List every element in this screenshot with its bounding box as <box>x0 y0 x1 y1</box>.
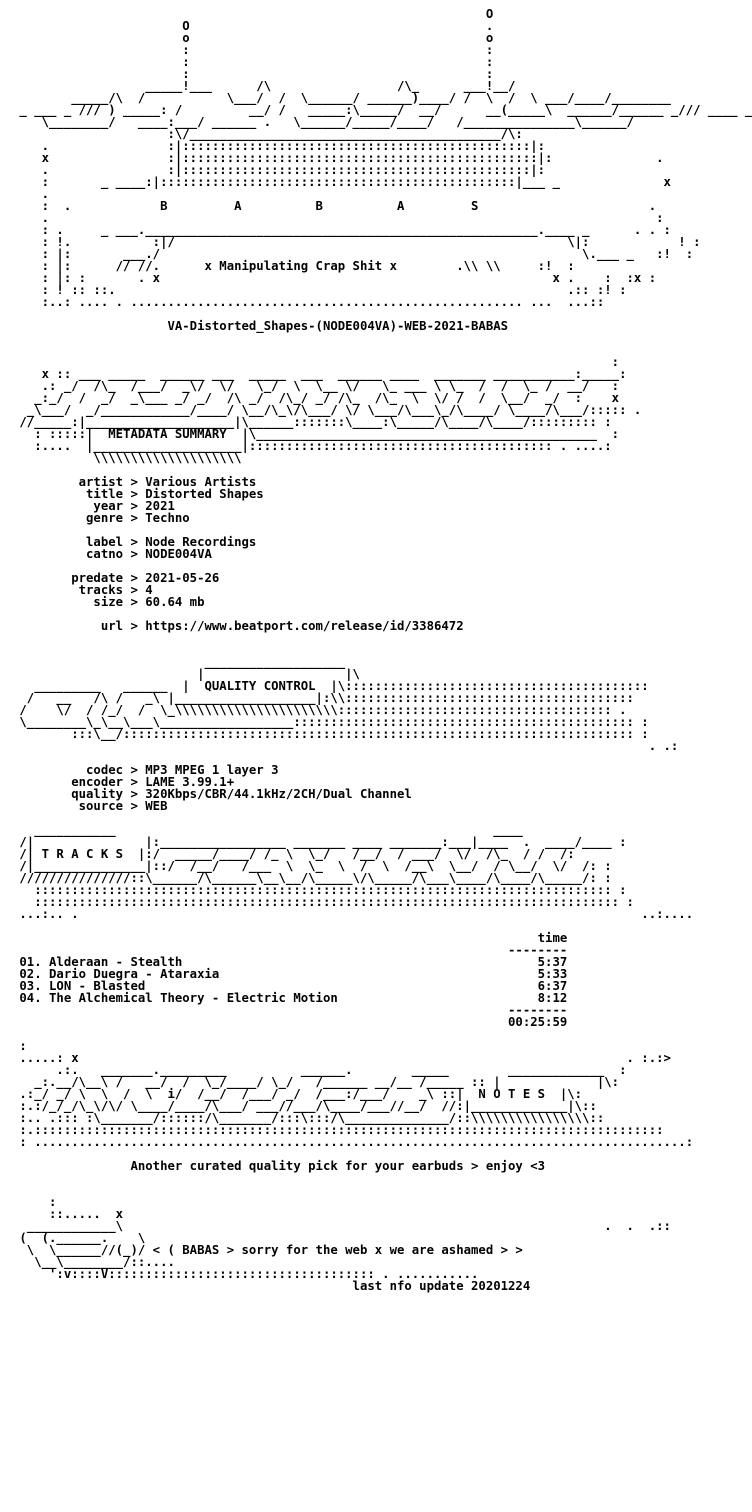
metadata-header-art: : x :: ___ _____ ______ ___ _____ ___ ______ ____ _______ ___________:_____: .: _/ /\_ /___/ _\/ \/ \_/ \ \__ \/ \_ ___ \ \_ / / \_ / __/ : _:_/ / _/ _\___ _/ _/ /\ _/ /\_/ _/ /\_ /\_ \ \/ / / \__/ _/ : x _\___/ _/____________/____/ \__/\_\/\___/ \/ \___/\___\_/\____/ \____/\___/::::: . //_____:|____________________|\______:::::::\____:\_____/\____/\____/::::::::: : : :::::| METADATA SUMMARY |\______________________________________________ : :.... |____________________|::::::::::::::::::::::::::::::::::::::::: . ....: \\\\\\\\\\\\\\\\\\\\ <box>19 355 642 465</box>
banner-ascii-art: O O . o o : : : : : : _____!___ /\ /\_ ___!__/ _____/\ / \___/ / \______/ ______)____/ / \ / \ ___/____/________ _ ___ _ /// ) _____: / __/ / _____:\_____/ __/ __(_____\ ______/______ _/// ____ _ \________/ ____:___/ ______ . \______/_____/____/ /_______________\______/ :\/__________________________________________/\: . :|:::::::::::::::::::::::::::::::::::::::::::::::|: x :|::::::::::::::::::::::::::::::::::::::::::::::::|: . . :|:::::::::::::::::::::::::::::::::::::::::::::::|: : _ ____:|::::::::::::::::::::::::::::::::::::::::::::::::|___ _ x . : . B A B A S . . : : . _ ___._____________________________________________________.____ _ . . : : !. :|/ \|: ! : : |: ___./ \.___ _ :! : : |: // //. x Manipulating Crap Shit x .\\ \\ :! : : |: : . x x . : :x : : ! :: ::. .:: :! : :..: .... . ..................................................... ... ...:: <box>19 7 752 309</box>
footer-art: : ::..... x ____________\ . . .:: ( (.______. \ \ \______//(_)/ < ( BABAS > sorry for the web x we are ashamed > > \__\________/::.... ':v::::V:::::::::::::::::::::::::::::::::::: . ........... <box>19 1195 671 1281</box>
quality-header-art: ___________________ | |\ _________ ______ | QUALITY CONTROL |\::::::::::::::::::::::::::::::::::::::::: / __ /\ / _\ |___________________|:\\::::::::::::::::::::::::::::::::::::::: / \/ / /_/ / \_\\\\\\\\\\\\\\\\\\\\\\::::::::::::::::::::::::::::::::::::: . \________\_\__\___\__________________:::::::::::::::::::::::::::::::::::::::::::::: : :::\__/::::::::::::::::::::::::::::::::::::::::::::::::::::::::::::::::::::: : . .: <box>19 655 679 753</box>
metadata-fields: artist > Various Artists title > Distorted Shapes year > 2021 genre > Techno label > Node Recordings catno > NODE004VA predate > 2021-05-26 tracks > 4 size > 60.64 mb url > https://www.beatport.com/release/id/3386472 <box>71 475 464 633</box>
notes-header-art: : .....: x . :.:> .:. _______._________ ______. _____ _____________ : _:.__/\__\ / __/ / \_/____/ \_/ /______ __/__ /_____ :: | |\: .:_/ _/ \ \ / \ i/ /__/ /___/ _/ /___:/___/ _\ ::| N O T E S |\: :.:/_/_/\_\/\/ \____/____/\___/ ___//___/\____/___//__/ //:|_____________|\:: :.. .::: :\_______/::::::/\_______/:::\:::/\______________/::\\\\\\\\\\\\\\\\:: :.::::::::::::::::::::::::::::::::::::::::::::::::::::::::::::::::::::::::::::::::::::: : ........................................................................................: <box>19 1039 694 1149</box>
tracks-header-art: ___________ ____ /| |:_________________ _______ ____ _______:___|____ . ____/____ : /| T R A C K S |:/ _____/____/ /_ \ \_/ /__/ / ___/ \/ /\_ / / /: /|_______________|::/ /__/ /___ \ \_ \ / \ /__\ \__/ / \__/ \/ /: : ///////////////::\______/\______\__\__/\_____\/\_____/\___\____/\____/\_____/: : :::::::::::::::::::::::::::::::::::::::::::::::::::::::::::::::::::::::::::::: : ::::::::::::::::::::::::::::::::::::::::::::::::::::::::::::::::::::::::::::::: : ...:.. . ..:.... <box>19 823 694 921</box>
quality-fields: codec > MP3 MPEG 1 layer 3 encoder > LAME 3.99.1+ quality > 320Kbps/CBR/44.1kHz/2CH/Dual Channel source > WEB <box>71 763 412 813</box>
nfo-document <box>12 8 752 1292</box>
notes-text: Another curated quality pick for your earbuds > enjoy <3 <box>12 1159 546 1173</box>
release-title: VA-Distorted_Shapes-(NODE004VA)-WEB-2021-BABAS <box>12 319 509 333</box>
track-list: time -------- 01. Alderaan - Stealth 5:37 02. Dario Duegra - Ataraxia 5:33 03. LON - Blasted 6:37 04. The Alchemical Theory - Electric Motion 8:12 -------- 00:25:59 <box>19 931 568 1029</box>
last-update: last nfo update 20201224 <box>12 1279 531 1293</box>
